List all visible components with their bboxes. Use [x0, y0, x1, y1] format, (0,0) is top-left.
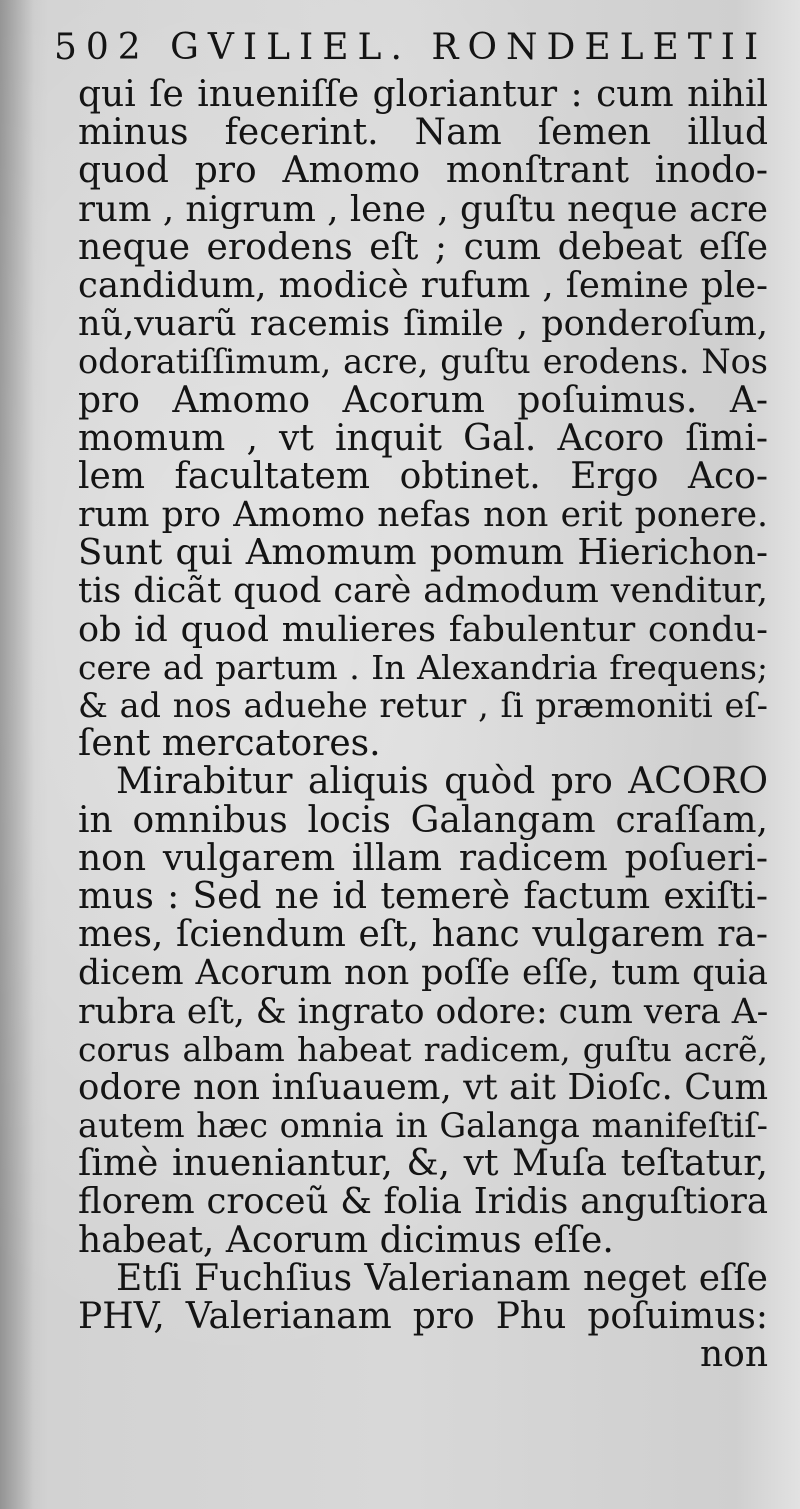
- text-line: odore non inſuauem, vt ait Dioſc. Cum: [78, 1066, 768, 1108]
- page-number: 502: [54, 27, 150, 68]
- text-line: tis dicãt quod carè admodum venditur,: [78, 571, 768, 612]
- text-line: rum pro Amomo nefas non erit ponere.: [78, 495, 768, 536]
- text-line: habeat, Acorum dicimus eſſe.: [78, 1219, 614, 1261]
- text-line: rubra eſt, & ingrato odore: cum vera A-: [78, 991, 769, 1032]
- running-head: [54, 28, 767, 68]
- text-line: pro Amomo Acorum poſuimus. A-: [78, 379, 768, 421]
- running-title: GVILIEL. RONDELETII: [170, 27, 768, 68]
- text-line: nũ,vuarũ racemis ſimile , ponderoſum,: [78, 304, 768, 345]
- text-line: mus : Sed ne id temerè factum exiſti-: [78, 875, 768, 917]
- text-line: Etſi Fuchſius Valerianam neget eſſe: [116, 1257, 768, 1299]
- text-line: dicem Acorum non poſſe eſſe, tum quia: [78, 953, 768, 994]
- text-line: in omnibus locis Galangam craſſam,: [78, 799, 768, 841]
- text-line: & ad nos aduehe retur , ſi præmoniti eſ-: [78, 686, 768, 725]
- catchword: non: [699, 1334, 768, 1376]
- text-line: PHV, Valerianam pro Phu poſuimus:: [78, 1296, 768, 1337]
- text-line: momum , vt inquit Gal. Acoro ſimi-: [78, 417, 768, 459]
- text-line: Sunt qui Amomum pomum Hierichon-: [78, 532, 768, 574]
- text-line: quod pro Amomo monſtrant inodo-: [78, 150, 768, 192]
- text-line: non vulgarem illam radicem poſueri-: [78, 837, 768, 879]
- text-line: odoratiſſimum, acre, guſtu erodens. Nos: [78, 342, 768, 382]
- text-line: corus albam habeat radicem, guſtu acrẽ,: [78, 1029, 768, 1069]
- text-line: neque erodens eſt ; cum debeat eſſe: [78, 226, 768, 268]
- text-line: lem facultatem obtinet. Ergo Aco-: [78, 455, 768, 497]
- text-line: qui ſe inueniſſe gloriantur : cum nihil: [78, 74, 768, 115]
- text-line: cere ad partum . In Alexandria frequens;: [78, 647, 768, 687]
- text-line: candidum, modicè rufum , ſemine ple-: [78, 264, 768, 306]
- text-line: Mirabitur aliquis quòd pro ACORO: [116, 761, 768, 803]
- text-line: ob id quod mulieres fabulentur condu-: [78, 609, 768, 650]
- text-line: minus fecerint. Nam ſemen illud: [78, 112, 768, 154]
- body-text: [78, 76, 768, 1374]
- binding-shadow: [0, 0, 34, 1509]
- text-line: autem hæc omnia in Galanga manifeſtiſ-: [78, 1106, 768, 1146]
- text-line: mes, ſciendum eſt, hanc vulgarem ra-: [78, 914, 768, 956]
- text-line: ſimè inueniantur, &, vt Muſa teſtatur,: [78, 1143, 768, 1185]
- text-line: ſent mercatores.: [78, 723, 381, 765]
- text-line: rum , nigrum , lene , guſtu neque acre: [78, 188, 768, 230]
- text-line: florem croceũ & folia Iridis anguſtiora: [78, 1181, 768, 1223]
